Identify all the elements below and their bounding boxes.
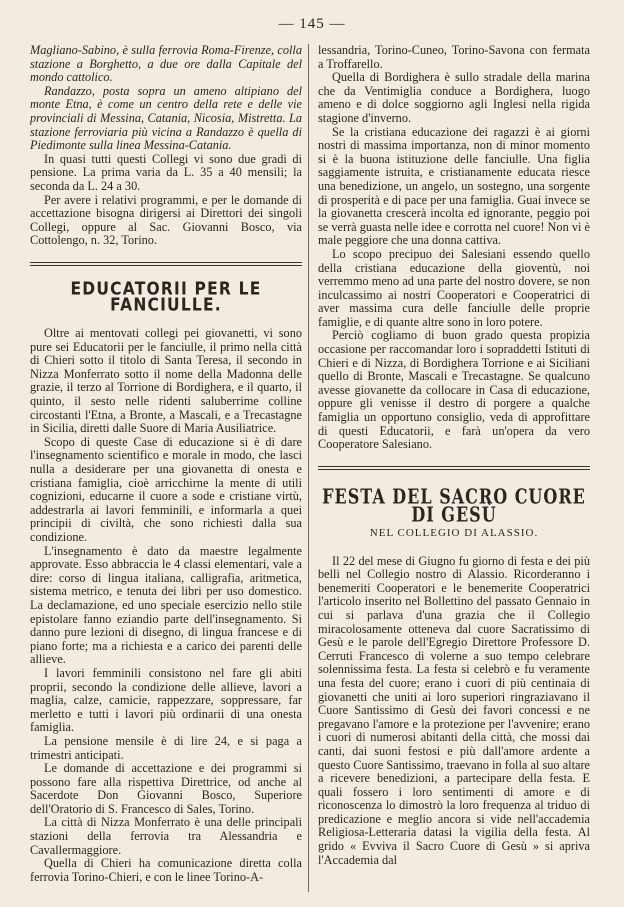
section-divider — [318, 466, 590, 470]
paragraph: L'insegnamento è dato da maestre legalmente approvate. Esso abbraccia le 4 classi elementari, vale a dire: corso di lingua italiana, calligrafia, aritmetica, sistema metrico, e tenuta dei libri per uso domestico. La declamazione, ed uno speciale esercizio nello stile epistolare fanno eziandio parte dell'insegnamento. Si danno pure lezioni di disegno, di lingua francese e di piano forte; ma a richiesta e a carico dei parenti delle allieve. — [30, 543, 302, 667]
paragraph: lessandria, Torino-Cuneo, Torino-Savona con fermata a Troffarello. — [318, 43, 590, 71]
paragraph: In quasi tutti questi Collegi vi sono due gradi di pensione. La prima varia da L. 35 a 40 mensili; la seconda da L. 24 a 30. — [30, 151, 302, 193]
paragraph: Lo scopo precipuo dei Salesiani essendo quello della cristiana educazione della gioventù, noi verremmo meno ad una parte del nostro dovere, se non inculcassimo ai nostri Cooperatori e Cooperatrici di aver massima cura delle fanciulle delle proprie famiglie, e di quante altre sono in loro potere. — [318, 246, 590, 329]
paragraph: Randazzo, posta sopra un ameno altipiano del monte Etna, è come un centro della rete e delle vie provinciali di Messina, Catania, Nicosia, Mistretta. La stazione ferroviaria più vicina a Randazzo è quella di Piedimonte sulla linea Messina-Catania. — [30, 83, 302, 153]
paragraph: I lavori femminili consistono nel fare gli abiti proprii, secondo la condizione delle allieve, lavori a maglia, calze, camicie, rappezzare, soppressare, far merletto e tutti i lavori più ordinarii di una onesta famiglia. — [30, 665, 302, 735]
paragraph: Le domande di accettazione e dei programmi si possono fare alla rispettiva Direttrice, od anche al Sacerdote Don Giovanni Bosco, Superiore dell'Oratorio di S. Francesco di Sales, Torino. — [30, 761, 302, 816]
paragraph: Magliano-Sabino, è sulla ferrovia Roma-Firenze, colla stazione a Borghetto, a due ore dalla Capitale del mondo cattolico. — [30, 43, 302, 85]
section-title: FESTA DEL SACRO CUORE DI GESÙ — [322, 483, 586, 527]
section-subtitle: NEL COLLEGIO DI ALASSIO. — [369, 527, 539, 539]
left-column — [30, 44, 302, 884]
paragraph: Se la cristiana educazione dei ragazzi è ai giorni nostri di massima importanza, non di minor momento si è la buona istituzione delle fanciulle. Una figlia saggiamente istruita, e cristianamente educata riesce una benedizione, un angelo, un sostegno, una sorgente di prosperità e di pace per una famiglia. Guai invece se la giovanetta crescerà incolta ed ignorante, peggio poi se verrà guasta nelle idee e corrotta nel cuore! Non vi è male peggiore che una donna cattiva. — [318, 124, 590, 248]
column-divider — [308, 44, 309, 892]
paragraph: Per avere i relativi programmi, e per le domande di accettazione bisogna dirigersi ai Direttori dei singoli Collegi, oppure al Sac. Giovanni Bosco, via Cottolengo, n. 32, Torino. — [30, 192, 302, 248]
paragraph: La città di Nizza Monferrato è una delle principali stazioni della ferrovia tra Alessandria e Cavallermaggiore. — [30, 815, 302, 857]
paragraph: La pensione mensile è di lire 24, e si paga a trimestri anticipati. — [30, 733, 302, 762]
section-title: EDUCATORII PER LE FANCIULLE. — [70, 278, 262, 315]
paragraph: Perciò cogliamo di buon grado questa propizia occasione per raccomandar loro i sopraddetti Istituti di Chieri e di Nizza, di Bordighera Torrione e ai Siciliani quello di Bronte, Mascali e Trecastagne. Se qualcuno avesse giovanette da collocare in Casa di educazione, oppure gli venisse il destro di porgere a qualche famiglia un opportuno consiglio, veda di approfittare di questi Educatorii, e farà un'opera da vero Cooperatore Salesiano. — [318, 328, 590, 452]
paragraph: Scopo di queste Case di educazione si è di dare l'insegnamento scientifico e morale in modo, che lasci nulla a desiderare per una giovanetta di onesta e cristiana famiglia, cioè arricchirne la mente di utili cognizioni, educarne il cuore a sode e cristiane virtù, addestrarla ai lavori femminili, e informarla a quei principii di civiltà, che sono richiesti dalla sua condizione. — [30, 434, 302, 544]
paragraph: Quella di Bordighera è sullo stradale della marina che da Ventimiglia conduce a Bordighera, luogo ameno e di dolce soggiorno agli Inglesi nella rigida stagione d'inverno. — [318, 70, 590, 125]
paragraph: Oltre ai mentovati collegi pei giovanetti, vi sono pure sei Educatorii per le fanciulle, il primo nella città di Chieri sotto il titolo di Santa Teresa, il secondo in Nizza Monferrato sotto il nome della Madonna delle grazie, il terzo al Torrione di Bordighera, e il quarto, il quinto, il sesto nelle ridenti saluberrime colline circostanti l'Etna, a Bronte, a Mascali, e a Trecastagne in Sicilia, diretti dalle Suore di Maria Ausiliatrice. — [30, 326, 302, 436]
page-number: — 145 — — [278, 16, 346, 32]
section-divider — [30, 262, 302, 266]
paragraph: Il 22 del mese di Giugno fu giorno di festa e dei più belli nel Collegio nostro di Alassio. Ricorderanno i benemeriti Cooperatori e le benemerite Cooperatrici l'articolo inserito nel Bollettino del passato Gennaio in cui si parlava d'una grazia che il Collegio miracolosamente otteneva dal cuore Sacratissimo di Gesù e le parole dell'Egregio Direttore Professore D. Cerruti Francesco di volerne a suo tempo celebrare solennissima festa. La festa si celebrò e fu veramente una festa del cuore; erano i cuori di più centinaia di giovanetti che uniti ai loro superiori ringraziavano il Cuore Santissimo di Gesù dei favori concessi e ne pregavano l'amore e la protezione per l'avvenire; erano i cuori di numerosi abitanti della città, che mossi dai canti, dai suoni festosi e più dall'amore ardente a questo Cuore Santissimo, traevano in folla al suo altare a ricevere benedizioni, a partecipare della festa. E quali fossero i loro sentimenti di amore e di riconoscenza lo dimostrò la loro frequenza al triduo di predicazione e meglio ancora si vide nell'accademia Religiosa-Letteraria datasi la vigilia della festa. Al grido « Evviva il Sacro Cuore di Gesù » si apriva l'Accademia dal — [318, 553, 590, 867]
paragraph: Quella di Chieri ha comunicazione diretta colla ferrovia Torino-Chieri, e con le linee Torino-A- — [30, 856, 302, 884]
right-column — [318, 44, 590, 867]
